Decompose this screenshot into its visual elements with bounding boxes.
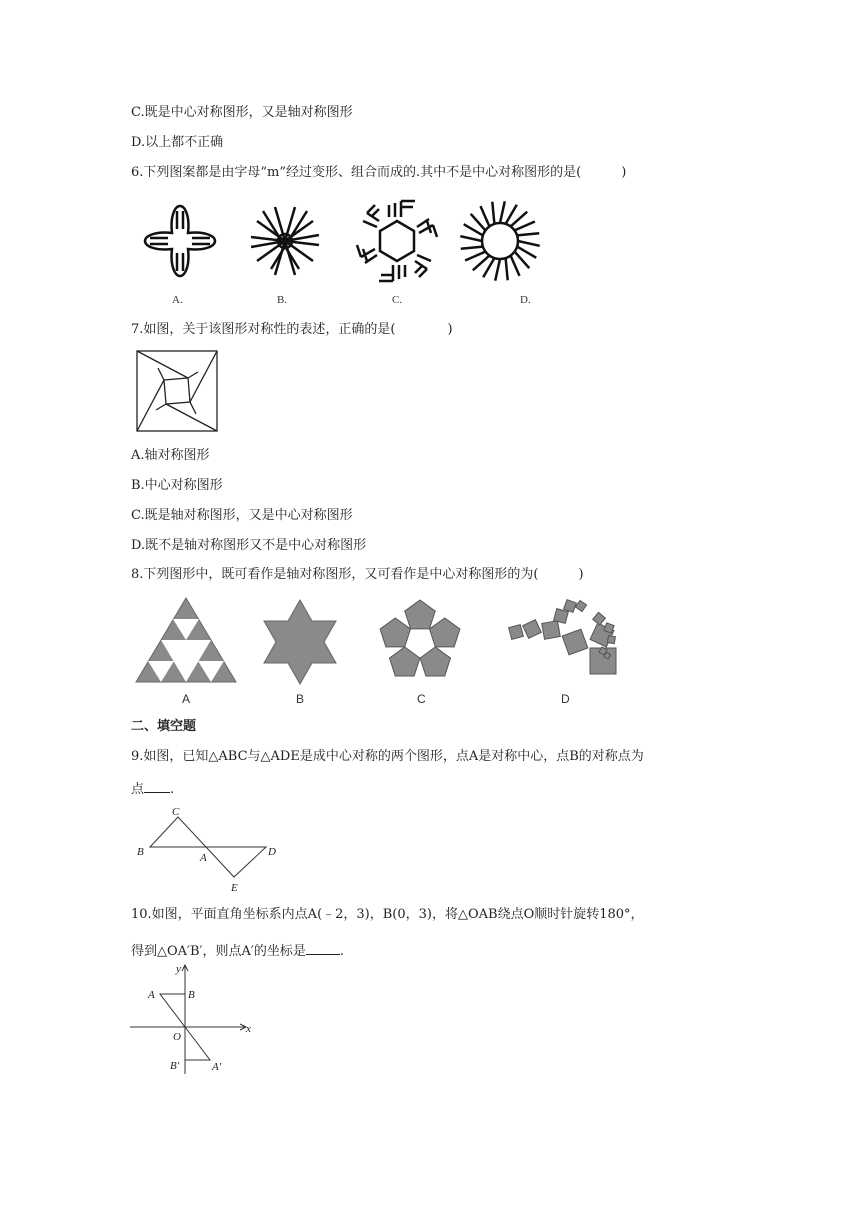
q7-stem-close: )	[447, 322, 453, 337]
q10-label-a-prime: A′	[212, 1061, 222, 1073]
q6-figure-d	[460, 201, 539, 280]
q8-figures	[130, 596, 630, 711]
q6-figures	[130, 195, 580, 310]
q6-figure-b	[251, 207, 319, 275]
q8c-pentagon	[430, 618, 460, 647]
q8-stem-close: )	[578, 567, 584, 582]
q9-line2-post: .	[170, 782, 175, 797]
q6d-stroke	[461, 247, 483, 249]
q9-label-c: C	[172, 806, 180, 818]
q6d-stroke	[473, 256, 490, 271]
q8-stem-text: 8.下列图形中，既可看作是轴对称图形，又可看作是中心对称图形的为(	[131, 567, 539, 582]
q10-answer-blank[interactable]	[306, 940, 340, 955]
q10-label-b-prime: B′	[170, 1060, 180, 1072]
q8c-pentagon	[420, 647, 450, 676]
q8-label-c: C	[417, 692, 426, 706]
q7-option-b: B.中心对称图形	[131, 478, 223, 493]
q10-line2	[131, 940, 344, 961]
q10-label-x: x	[246, 1023, 251, 1035]
q6d-stroke	[515, 222, 535, 231]
q8c-pentagon	[380, 618, 410, 647]
q6-stem-text: 6.下列图案都是由字母“m”经过变形、组合而成的.其中不是中心对称图形的是(	[131, 165, 582, 180]
q6d-stroke	[460, 236, 482, 241]
q9-line2-pre: 点	[131, 782, 145, 797]
q7-option-d: D.既不是轴对称图形又不是中心对称图形	[131, 538, 367, 553]
q7-option-a: A.轴对称图形	[131, 448, 210, 463]
q6d-stroke	[506, 258, 508, 280]
q10-label-o: O	[173, 1031, 181, 1043]
q8-figure-d	[509, 600, 616, 674]
section-title-fill-in: 二、填空题	[131, 719, 197, 734]
q6d-stroke	[511, 212, 528, 227]
q6d-stroke	[511, 256, 520, 276]
q8-figure-c	[380, 600, 460, 676]
q6d-stroke	[481, 206, 490, 226]
q6d-stroke	[517, 233, 539, 235]
q6d-stroke	[495, 259, 500, 281]
q6-stem-close: )	[621, 165, 627, 180]
q6d-stroke	[471, 214, 486, 231]
q9-line2	[131, 778, 174, 799]
q6d-ring	[482, 223, 518, 259]
q10-label-a: A	[148, 989, 155, 1001]
q8-figure-b	[264, 600, 336, 684]
q6-figure-a	[145, 206, 215, 276]
q8-label-d: D	[561, 692, 570, 706]
q5-option-d: D.以上都不正确	[131, 135, 224, 150]
q6d-stroke	[492, 202, 494, 224]
q8-figure-a	[136, 598, 236, 682]
q5-option-c: C.既是中心对称图形，又是轴对称图形	[131, 105, 353, 120]
q6-label-a: A.	[172, 294, 183, 306]
q9-label-e: E	[231, 882, 238, 894]
q7-stem	[131, 321, 453, 339]
q9-label-a: A	[200, 852, 207, 864]
q10-line1: 10.如图，平面直角坐标系内点A(﹣2，3)，B(0，3)，将△OAB绕点O顺时针旋转180°，	[131, 907, 644, 922]
q6d-stroke	[518, 241, 540, 246]
q8-stem	[131, 566, 584, 584]
q8c-pentagon	[390, 647, 420, 676]
q6-figure-c	[357, 201, 437, 281]
q7-figure	[136, 350, 218, 432]
q7-option-c: C.既是轴对称图形，又是中心对称图形	[131, 508, 353, 523]
q10-label-b: B	[188, 989, 195, 1001]
q9-answer-blank[interactable]	[144, 778, 170, 793]
q10-line2-post: .	[339, 944, 344, 959]
q6d-stroke	[500, 201, 505, 223]
q9-label-b: B	[137, 846, 144, 858]
q8-label-b: B	[296, 692, 305, 706]
q6-label-c: C.	[392, 294, 403, 306]
q6d-stroke	[465, 252, 485, 261]
q7-stem-text: 7.如图，关于该图形对称性的表述，正确的是(	[131, 322, 396, 337]
q6-label-b: B.	[277, 294, 288, 306]
q9-line1: 9.如图，已知△ABC与△ADE是成中心对称的两个图形，点A是对称中心，点B的对称点为	[131, 749, 644, 764]
q9-figure	[134, 805, 284, 895]
q10-label-y: y	[176, 963, 181, 975]
q8-label-a: A	[182, 692, 191, 706]
q6-stem	[131, 164, 626, 182]
q10-line2-pre: 得到△OA′B′，则点A′的坐标是	[131, 944, 306, 959]
q6d-stroke	[515, 252, 530, 269]
q6-label-d: D.	[520, 294, 531, 306]
q8c-pentagon	[405, 600, 435, 629]
q9-label-d: D	[268, 846, 276, 858]
q10-figure	[128, 962, 263, 1077]
